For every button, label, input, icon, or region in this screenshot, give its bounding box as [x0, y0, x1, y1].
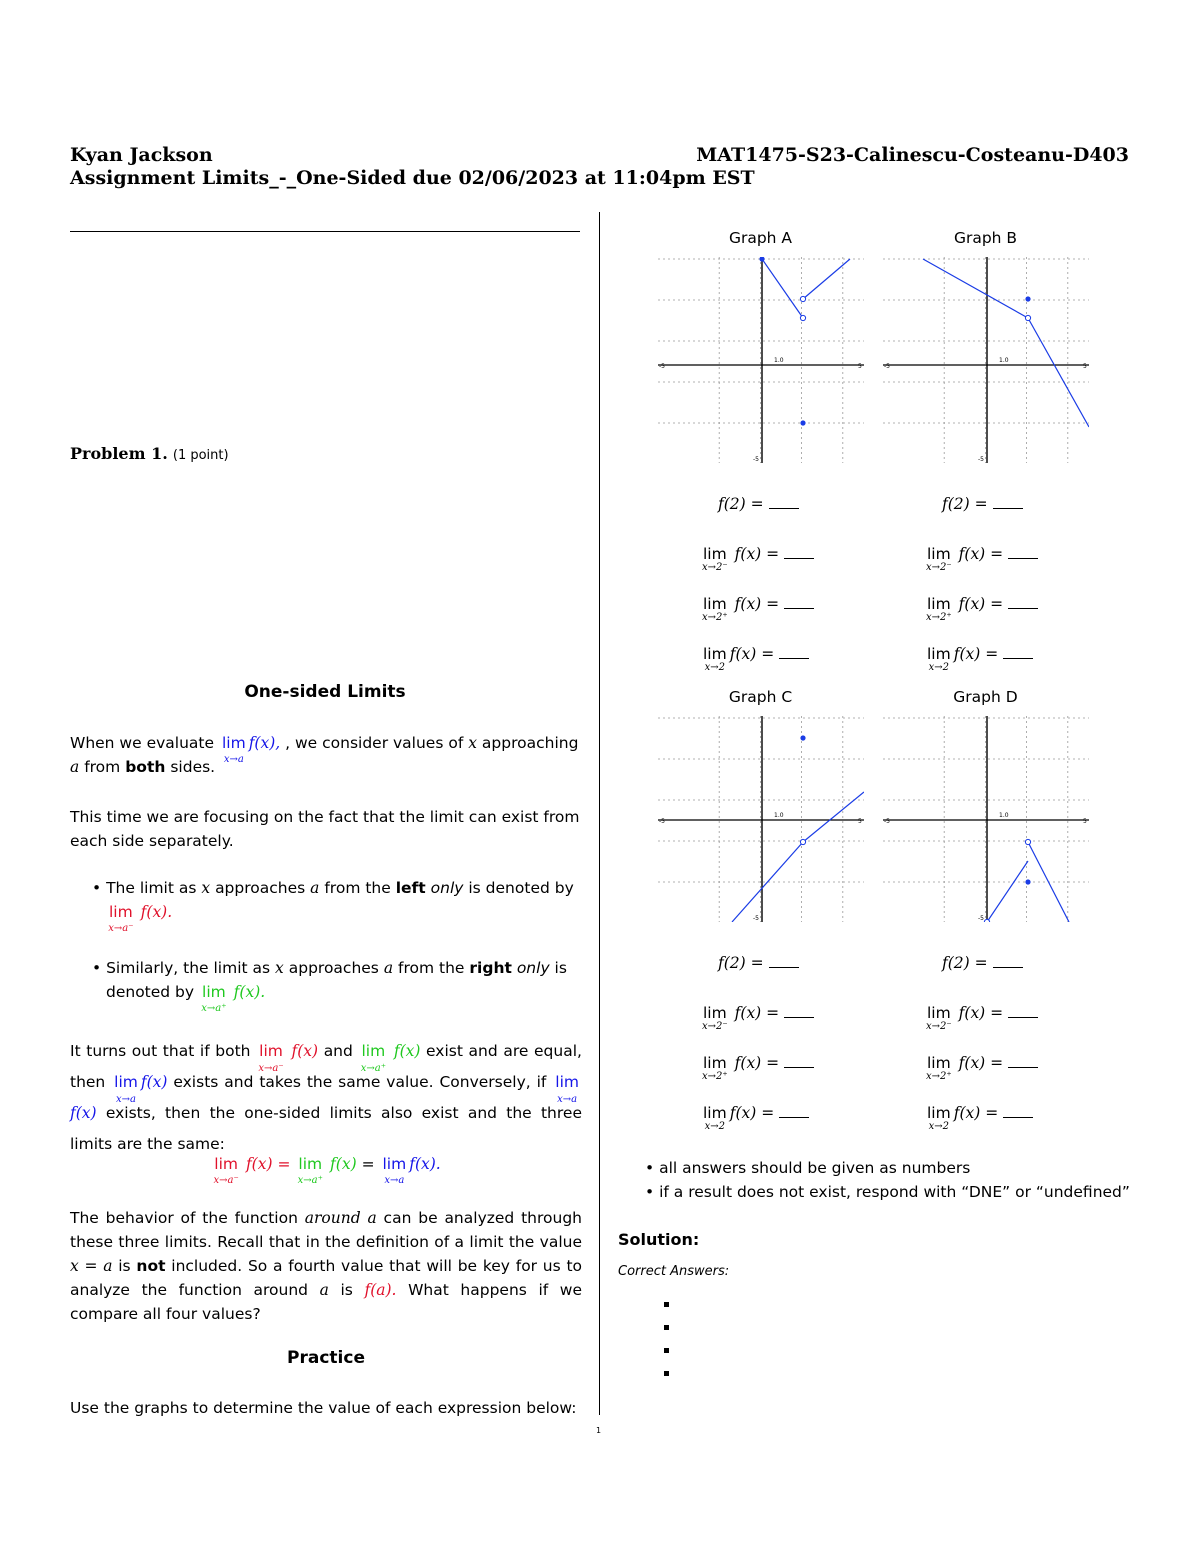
filled-point [1025, 879, 1030, 884]
left-limit-question: lim x→2⁻ f(x) = [700, 1003, 814, 1053]
intro-paragraph-2: This time we are focusing on the fact that the limit can exist from each side separately. [70, 808, 580, 850]
f2-question: f(2) = [718, 953, 814, 1003]
lim-symbol: lim x→a [221, 734, 246, 765]
section-title: One-sided Limits [244, 682, 406, 702]
answer-blank[interactable] [769, 494, 799, 509]
intro-paragraph: When we evaluate lim x→a f(x), , we consider values of x approaching a from both sides. [70, 731, 582, 779]
column-divider [599, 212, 600, 1415]
right-limit-question: lim x→2⁺ f(x) = [700, 594, 814, 644]
x-max-label: 5 [1083, 363, 1087, 370]
answer-blank[interactable] [784, 544, 814, 559]
top-rule [70, 231, 580, 232]
tick-label: 1.0 [774, 812, 784, 819]
graph-b-questions [924, 494, 1038, 694]
graph-c-plot [658, 716, 864, 922]
note-numbers: • all answers should be given as numbers [645, 1159, 971, 1177]
right-limit-question: lim x→2⁺ f(x) = [924, 594, 1038, 644]
open-point [800, 839, 805, 844]
answer-blank[interactable] [1008, 1003, 1038, 1018]
solution-label: Solution: [618, 1230, 700, 1249]
answer-blank[interactable] [1008, 594, 1038, 609]
answer-blank[interactable] [993, 953, 1023, 968]
right-limit-question: lim x→2⁺ f(x) = [700, 1053, 814, 1103]
x-min-label: -5 [884, 818, 890, 825]
graph-a-plot [658, 257, 864, 463]
x-max-label: 5 [858, 363, 862, 370]
answer-blank[interactable] [769, 953, 799, 968]
answer-blank[interactable] [784, 1003, 814, 1018]
function-segment [732, 842, 803, 922]
graph-a-questions [700, 494, 814, 694]
left-limit-question: lim x→2⁻ f(x) = [700, 544, 814, 594]
answer-blank[interactable] [784, 594, 814, 609]
answer-blank[interactable] [1008, 1053, 1038, 1068]
behavior-paragraph: The behavior of the function around a can be analyzed through these three limits. Recall that in the definition of a limit the value x = a is not included. So a fourth value that will be key for us to analyze the function around a is f(a). What happens if we compare all four values? [70, 1209, 583, 1323]
open-point [800, 315, 805, 320]
practice-title: Practice [287, 1348, 365, 1368]
practice-text: Use the graphs to determine the value of each expression below: [70, 1399, 577, 1417]
answer-blank[interactable] [784, 1053, 814, 1068]
graph-d-questions [924, 953, 1038, 1153]
y-min-label: -5 [978, 456, 984, 463]
graph-b-plot [883, 257, 1089, 463]
equality-paragraph: It turns out that if both lim x→a⁻ f(x) and lim x→a⁺ f(x) exist and are equal, then lim x→a f(x) exists and takes the same value. Conversely, if lim x→a f(x) exists, then the one-sided limits also exist and the three limits are the same: [70, 1042, 582, 1153]
plot-frame [884, 258, 1089, 463]
f2-question: f(2) = [718, 494, 814, 544]
problem-header [70, 444, 229, 463]
open-point [984, 919, 989, 922]
note-dne: • if a result does not exist, respond with “DNE” or “undefined” [645, 1183, 1130, 1201]
open-point [1025, 315, 1030, 320]
answer-bullet [664, 1361, 669, 1384]
two-sided-limit-question: lim x→2 f(x) = [700, 1103, 814, 1153]
assignment-title: Assignment Limits_-_One-Sided due 02/06/2023 at 11:04pm EST [70, 167, 755, 189]
x-min-label: -5 [659, 818, 665, 825]
plot-frame [659, 258, 864, 463]
tick-label: 1.0 [999, 812, 1009, 819]
answer-blank[interactable] [779, 1103, 809, 1118]
problem-points: (1 point) [172, 448, 229, 463]
limits-equation: lim x→a⁻ f(x) = lim x→a⁺ f(x) = lim x→a f(x). [213, 1155, 441, 1186]
graph-c-questions [700, 953, 814, 1153]
answer-blank[interactable] [1003, 644, 1033, 659]
f2-question: f(2) = [942, 494, 1038, 544]
correct-answers-label: Correct Answers: [618, 1264, 730, 1279]
graph-a-title: Graph A [728, 229, 793, 247]
course-code: MAT1475-S23-Calinescu-Costeanu-D403 [696, 144, 1129, 166]
student-name: Kyan Jackson [70, 144, 213, 166]
bullet-left-limit: • The limit as x approaches a from the left only is denoted by lim x→a⁻ f(x). [92, 879, 574, 934]
answer-blank[interactable] [779, 644, 809, 659]
bullet-right-limit: • Similarly, the limit as x approaches a from the right only is denoted by lim x→a⁺ f(x). [92, 959, 567, 1014]
answer-blank[interactable] [993, 494, 1023, 509]
answer-notes [645, 1156, 1130, 1204]
x-max-label: 5 [858, 818, 862, 825]
tick-label: 1.0 [999, 357, 1009, 364]
answer-blank[interactable] [1008, 544, 1038, 559]
graph-d-plot [883, 716, 1089, 922]
open-point [800, 296, 805, 301]
x-max-label: 5 [1083, 818, 1087, 825]
function-segment [1028, 318, 1089, 427]
y-min-label: -5 [753, 456, 759, 463]
function-segment [987, 861, 1028, 922]
left-limit-question: lim x→2⁻ f(x) = [924, 544, 1038, 594]
problem-label: Problem 1. [70, 444, 168, 463]
right-limit-question: lim x→2⁺ f(x) = [924, 1053, 1038, 1103]
page-number: 1 [596, 1426, 602, 1435]
function-segment [923, 259, 1028, 318]
two-sided-limit-question: lim x→2 f(x) = [700, 644, 814, 694]
function-segment [762, 259, 803, 318]
filled-point [800, 420, 805, 425]
tick-label: 1.0 [774, 357, 784, 364]
left-limit-question: lim x→2⁻ f(x) = [924, 1003, 1038, 1053]
function-segment [803, 792, 864, 842]
plot-frame [884, 717, 1089, 922]
x-min-label: -5 [659, 363, 665, 370]
f2-question: f(2) = [942, 953, 1038, 1003]
graph-d-title: Graph D [953, 688, 1018, 706]
answer-bullet [664, 1338, 669, 1361]
correct-answers-list [664, 1292, 669, 1384]
graph-c-title: Graph C [728, 688, 793, 706]
plot-frame [659, 717, 864, 922]
filled-point [1025, 296, 1030, 301]
graph-b-title: Graph B [953, 229, 1018, 247]
answer-blank[interactable] [1003, 1103, 1033, 1118]
answer-bullet [664, 1292, 669, 1315]
answer-bullet [664, 1315, 669, 1338]
y-min-label: -5 [978, 915, 984, 922]
filled-point [800, 735, 805, 740]
x-min-label: -5 [884, 363, 890, 370]
open-point [1025, 839, 1030, 844]
y-min-label: -5 [753, 915, 759, 922]
two-sided-limit-question: lim x→2 f(x) = [924, 1103, 1038, 1153]
two-sided-limit-question: lim x→2 f(x) = [924, 644, 1038, 694]
